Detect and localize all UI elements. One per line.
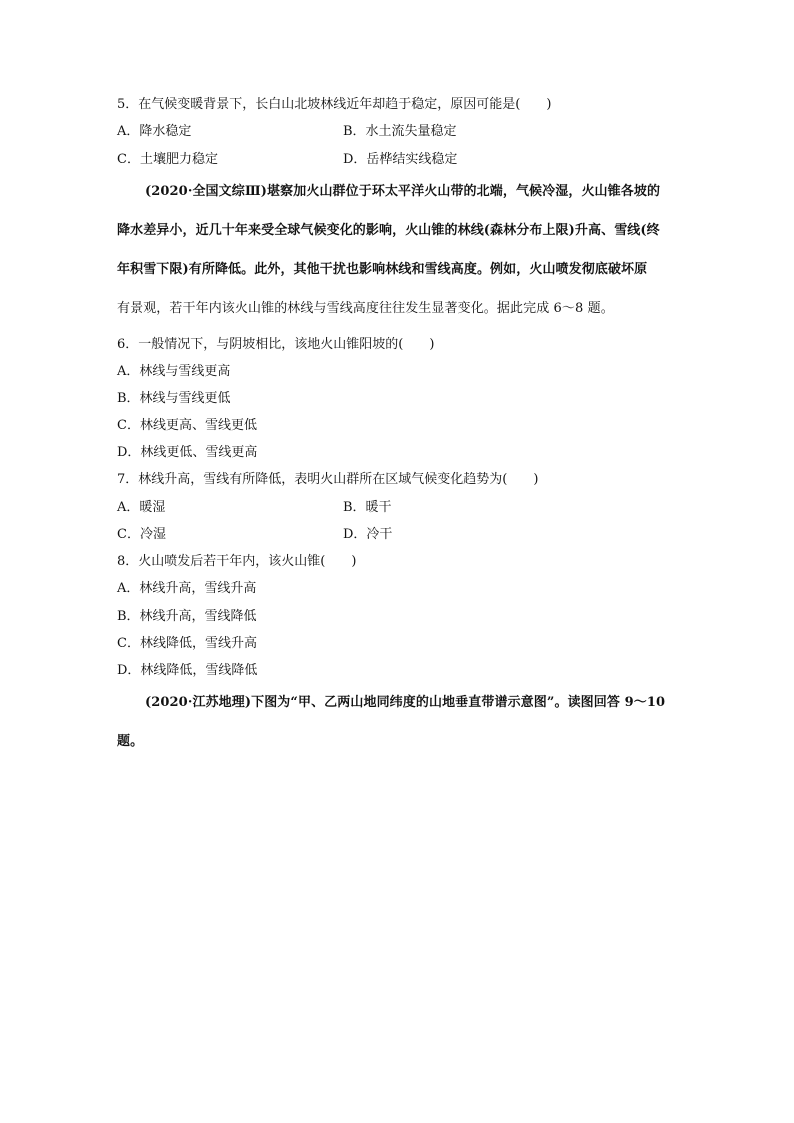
question-7-option-b: B．暖干	[343, 500, 392, 515]
question-5-option-c: C．土壤肥力稳定	[117, 152, 218, 167]
question-5-stem: 5．在气候变暖背景下，长白山北坡林线近年却趋于稳定，原因可能是( )	[117, 97, 552, 112]
question-6-option-d: D．林线更低、雪线更高	[117, 445, 258, 460]
question-6-stem: 6．一般情况下，与阴坡相比，该地火山锥阳坡的( )	[117, 337, 435, 352]
question-8-option-d: D．林线降低，雪线降低	[117, 663, 258, 678]
passage-1-line-2: 降水差异小，近几十年来受全球气候变化的影响，火山锥的林线(森林分布上限)升高、雪线(终	[117, 223, 660, 238]
question-8-stem: 8．火山喷发后若干年内，该火山锥( )	[117, 554, 357, 569]
question-6-option-c: C．林线更高、雪线更低	[117, 418, 257, 433]
question-7-stem: 7．林线升高，雪线有所降低，表明火山群所在区域气候变化趋势为( )	[117, 472, 539, 487]
passage-1-line-4: 有景观，若干年内该火山锥的林线与雪线高度往往发生显著变化。据此完成 6～8 题。	[117, 301, 614, 316]
passage-1-line-1: (2020·全国文综Ⅲ)堪察加火山群位于环太平洋火山带的北端，气候冷湿，火山锥各坡的	[145, 184, 661, 199]
question-8-option-b: B．林线升高，雪线降低	[117, 609, 257, 624]
passage-1-line-3: 年积雪下限)有所降低。此外，其他干扰也影响林线和雪线高度。例如，火山喷发彻底破坏原	[117, 262, 648, 277]
question-6-option-a: A．林线与雪线更高	[117, 364, 231, 379]
passage-2-line-2: 题。	[117, 734, 144, 749]
question-7-option-d: D．冷干	[343, 527, 393, 542]
question-8-option-a: A．林线升高，雪线升高	[117, 581, 257, 596]
passage-2-line-1: (2020·江苏地理)下图为“甲、乙两山地同纬度的山地垂直带谱示意图”。读图回答 9～10	[145, 695, 666, 710]
question-8-option-c: C．林线降低，雪线升高	[117, 636, 257, 651]
question-5-option-a: A．降水稳定	[117, 124, 192, 139]
question-6-option-b: B．林线与雪线更低	[117, 391, 231, 406]
question-7-option-a: A．暖湿	[117, 500, 166, 515]
question-5-option-b: B．水土流失量稳定	[343, 124, 457, 139]
question-7-option-c: C．冷湿	[117, 527, 166, 542]
question-5-option-d: D．岳桦结实线稳定	[343, 152, 458, 167]
